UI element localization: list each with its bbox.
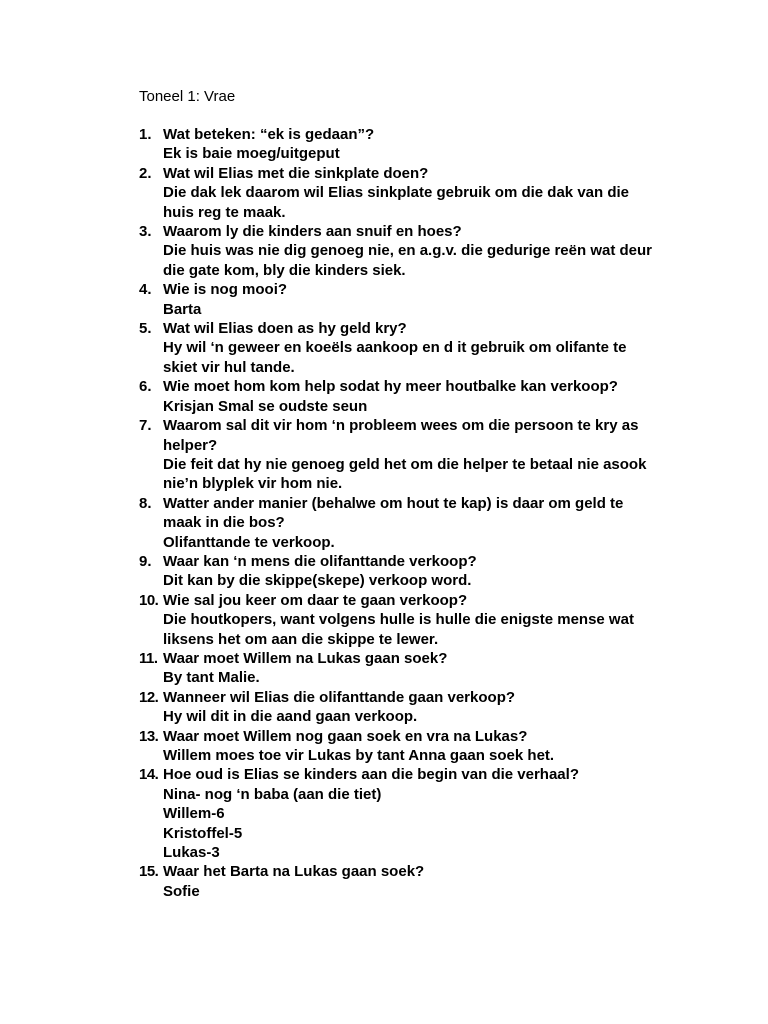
answer-line: Nina- nog ‘n baba (aan die tiet) (163, 785, 382, 803)
question-line: Waar moet Willem na Lukas gaan soek? (163, 649, 448, 667)
answer-line: Willem-6 (163, 805, 225, 823)
question-line: Waar het Barta na Lukas gaan soek? (163, 863, 425, 881)
question-text (163, 727, 699, 746)
question-line: Wat beteken: “ek is gedaan”? (163, 126, 375, 143)
question-item (139, 377, 699, 416)
question-number: 15. (139, 863, 159, 881)
question-item (139, 765, 699, 862)
answer-line: Sofie (163, 882, 200, 900)
question-line: helper? (163, 436, 218, 454)
question-list (139, 125, 699, 901)
answer-text (163, 397, 699, 416)
question-item (139, 649, 699, 688)
question-text (163, 164, 699, 183)
question-item (139, 319, 699, 377)
answer-text (163, 882, 699, 901)
answer-line: nie’n blyplek vir hom nie. (163, 475, 343, 493)
answer-text (163, 610, 699, 649)
question-text (163, 377, 699, 396)
answer-line: Ek is baie moeg/uitgeput (163, 145, 340, 163)
question-line: maak in die bos? (163, 514, 285, 532)
question-item (139, 222, 699, 280)
answer-line: Willem moes toe vir Lukas by tant Anna gaan soek het. (163, 747, 555, 764)
answer-line: Barta (163, 300, 202, 318)
question-text (163, 416, 699, 455)
question-item (139, 125, 699, 164)
question-item (139, 591, 699, 649)
question-text (163, 649, 699, 668)
question-line: Wie moet hom kom help sodat hy meer houtbalke kan verkoop? (163, 378, 618, 396)
answer-text (163, 241, 699, 280)
question-text (163, 688, 699, 707)
question-item (139, 164, 699, 222)
answer-text (163, 707, 699, 726)
question-text (163, 280, 699, 299)
question-line: Wie sal jou keer om daar te gaan verkoop? (163, 591, 468, 609)
question-line: Waarom ly die kinders aan snuif en hoes? (163, 223, 462, 241)
question-number: 2. (139, 164, 152, 182)
question-text (163, 765, 699, 784)
question-line: Wat wil Elias met die sinkplate doen? (163, 164, 429, 182)
question-item (139, 552, 699, 591)
answer-line: liksens het om aan die skippe te lewer. (163, 630, 439, 648)
answer-text (163, 746, 699, 765)
question-number: 10. (139, 591, 159, 609)
question-number: 6. (139, 378, 152, 396)
question-line: Wat wil Elias doen as hy geld kry? (163, 320, 407, 338)
question-item (139, 688, 699, 727)
question-number: 8. (139, 494, 152, 512)
question-text (163, 319, 699, 338)
answer-line: Dit kan by die skippe(skepe) verkoop word. (163, 572, 472, 590)
answer-line: By tant Malie. (163, 669, 260, 687)
question-number: 14. (139, 766, 159, 784)
question-number: 1. (139, 126, 152, 143)
answer-line: Olifanttande te verkoop. (163, 533, 335, 551)
answer-text (163, 668, 699, 687)
answer-line: skiet vir hul tande. (163, 358, 295, 376)
answer-line: Hy wil ‘n geweer en koeëls aankoop en d it gebruik om olifante te (163, 339, 627, 357)
question-text (163, 862, 699, 881)
answer-text (163, 338, 699, 377)
question-item (139, 416, 699, 494)
question-number: 13. (139, 727, 159, 745)
question-number: 9. (139, 552, 152, 570)
answer-line: Krisjan Smal se oudste seun (163, 397, 368, 415)
question-line: Waarom sal dit vir hom ‘n probleem wees om die persoon te kry as (163, 417, 639, 435)
question-text (163, 552, 699, 571)
question-line: Wie is nog mooi? (163, 281, 288, 299)
answer-text (163, 785, 699, 863)
question-number: 12. (139, 688, 159, 706)
question-number: 5. (139, 320, 152, 338)
answer-line: huis reg te maak. (163, 203, 286, 221)
answer-line: Die feit dat hy nie genoeg geld het om die helper te betaal nie asook (163, 455, 647, 473)
question-text (163, 222, 699, 241)
question-item (139, 862, 699, 901)
question-line: Waar kan ‘n mens die olifanttande verkoop? (163, 552, 477, 570)
answer-line: Lukas-3 (163, 844, 220, 862)
question-line: Wanneer wil Elias die olifanttande gaan verkoop? (163, 688, 516, 706)
question-line: Waar moet Willem nog gaan soek en vra na Lukas? (163, 727, 528, 745)
answer-text (163, 455, 699, 494)
question-text (163, 494, 699, 533)
question-item (139, 494, 699, 552)
answer-line: Die huis was nie dig genoeg nie, en a.g.v. die gedurige reën wat deur (163, 242, 652, 260)
answer-line: die gate kom, bly die kinders siek. (163, 261, 406, 279)
question-line: Hoe oud is Elias se kinders aan die begin van die verhaal? (163, 766, 579, 784)
question-item (139, 280, 699, 319)
answer-text (163, 533, 699, 552)
answer-text (163, 571, 699, 590)
answer-line: Die dak lek daarom wil Elias sinkplate gebruik om die dak van die (163, 184, 630, 202)
answer-text (163, 300, 699, 319)
question-text (163, 591, 699, 610)
document-title: Toneel 1: Vrae (139, 88, 236, 105)
question-text (163, 125, 699, 144)
question-item (139, 727, 699, 766)
answer-text (163, 183, 699, 222)
question-number: 11. (139, 649, 158, 667)
question-line: Watter ander manier (behalwe om hout te kap) is daar om geld te (163, 494, 624, 512)
answer-line: Kristoffel-5 (163, 824, 243, 842)
answer-text (163, 144, 699, 163)
answer-line: Hy wil dit in die aand gaan verkoop. (163, 708, 418, 726)
question-number: 3. (139, 223, 152, 241)
answer-line: Die houtkopers, want volgens hulle is hulle die enigste mense wat (163, 611, 634, 629)
question-number: 7. (139, 417, 152, 435)
question-number: 4. (139, 281, 152, 299)
